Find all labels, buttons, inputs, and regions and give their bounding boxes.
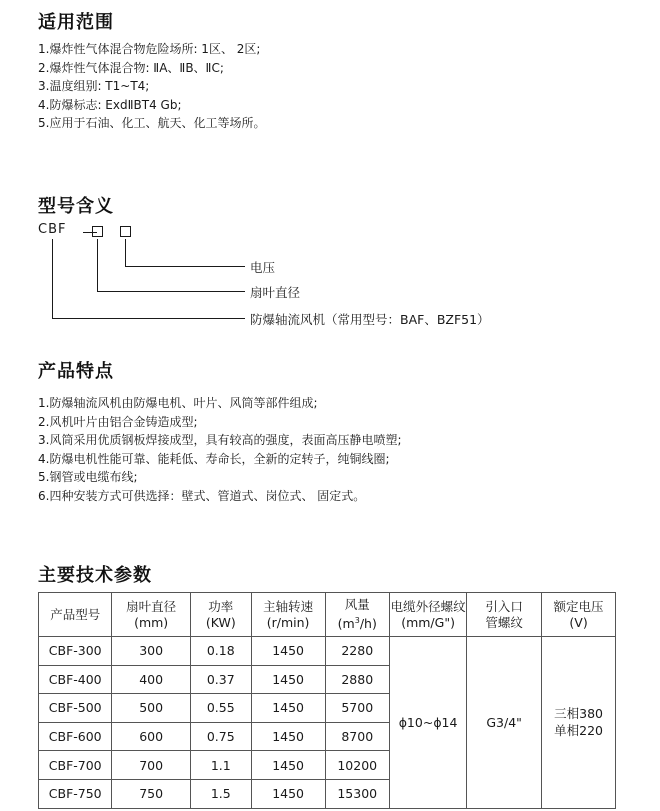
cell-model: CBF-700: [39, 751, 112, 780]
list-item: 3.温度组别: T1~T4;: [38, 79, 150, 93]
table-header-row: [39, 593, 616, 637]
voltage-leader-horizontal: [125, 266, 245, 267]
cell-model: CBF-500: [39, 694, 112, 723]
specs-table: [38, 592, 616, 809]
cell-power: 0.55: [190, 694, 251, 723]
list-item: 1.防爆轴流风机由防爆电机、叶片、风筒等部件组成;: [38, 396, 318, 410]
cell-airflow: 2880: [325, 665, 390, 694]
diameter-placeholder-box: [92, 226, 103, 237]
cell-model: CBF-750: [39, 779, 112, 808]
cell-airflow: 8700: [325, 722, 390, 751]
list-item: 2.爆炸性气体混合物: ⅡA、ⅡB、ⅡC;: [38, 60, 224, 75]
voltage-placeholder-box: [120, 226, 131, 237]
cell-speed: 1450: [251, 751, 325, 780]
cell-speed: 1450: [251, 779, 325, 808]
type-leader-vertical: [52, 239, 53, 318]
cell-diameter: 400: [112, 665, 190, 694]
cell-speed: 1450: [251, 637, 325, 666]
cell-airflow: 2280: [325, 637, 390, 666]
cell-power: 0.18: [190, 637, 251, 666]
cell-inlet-thread: G3/4": [467, 637, 542, 809]
features-heading: 产品特点: [38, 361, 114, 382]
header-rated-voltage: 额定电压 (V): [542, 593, 616, 637]
model-code-prefix: CBF: [38, 222, 67, 237]
list-item: 2.风机叶片由铝合金铸造成型;: [38, 414, 198, 429]
list-item: 5.应用于石油、化工、航天、化工等场所。: [38, 116, 266, 130]
header-cable-thread: 电缆外径螺纹 (mm/G"): [390, 593, 467, 637]
scope-list: [38, 40, 265, 133]
diameter-leader-horizontal: [97, 291, 245, 292]
list-item: 3.风筒采用优质钢板焊接成型，具有较高的强度，表面高压静电喷塑;: [38, 433, 402, 447]
cell-speed: 1450: [251, 722, 325, 751]
cell-diameter: 700: [112, 751, 190, 780]
list-item: 6.四种安装方式可供选择：壁式、管道式、岗位式、 固定式。: [38, 488, 366, 503]
cell-diameter: 600: [112, 722, 190, 751]
scope-heading: 适用范围: [38, 12, 114, 33]
list-item: 4.防爆标志: ExdⅡBT4 Gb;: [38, 97, 182, 112]
cell-model: CBF-600: [39, 722, 112, 751]
cell-speed: 1450: [251, 694, 325, 723]
model-code-diagram: [38, 222, 598, 332]
list-item: 1.爆炸性气体混合物危险场所: 1区、 2区;: [38, 42, 261, 56]
table-row: [39, 637, 616, 666]
header-model: 产品型号: [39, 593, 112, 637]
diameter-leader-vertical: [97, 239, 98, 291]
cell-power: 0.37: [190, 665, 251, 694]
cell-rated-voltage: 三相380 单相220: [542, 637, 616, 809]
cell-diameter: 500: [112, 694, 190, 723]
header-airflow: 风量 $(m^3/h)$: [325, 593, 390, 637]
cell-diameter: 750: [112, 779, 190, 808]
cell-speed: 1450: [251, 665, 325, 694]
voltage-label: 电压: [250, 260, 276, 275]
header-diameter: 扇叶直径 (mm): [112, 593, 190, 637]
header-power: 功率 (KW): [190, 593, 251, 637]
cell-cable-thread: ϕ10~ϕ14: [390, 637, 467, 809]
cell-airflow: 15300: [325, 779, 390, 808]
voltage-leader-vertical: [125, 239, 126, 266]
model-heading: 型号含义: [38, 196, 114, 217]
fan-type-label: 防爆轴流风机（常用型号：BAF、BZF51）: [250, 312, 490, 327]
cell-power: 1.1: [190, 751, 251, 780]
header-inlet-thread: 引入口 管螺纹: [467, 593, 542, 637]
list-item: 5.钢管或电缆布线;: [38, 470, 138, 484]
features-list: [38, 394, 402, 505]
diameter-label: 扇叶直径: [250, 285, 301, 300]
specs-heading: 主要技术参数: [38, 565, 152, 586]
header-speed: 主轴转速 (r/min): [251, 593, 325, 637]
cell-airflow: 5700: [325, 694, 390, 723]
cell-power: 0.75: [190, 722, 251, 751]
cell-diameter: 300: [112, 637, 190, 666]
cell-airflow: 10200: [325, 751, 390, 780]
cell-model: CBF-300: [39, 637, 112, 666]
cell-power: 1.5: [190, 779, 251, 808]
type-leader-horizontal: [52, 318, 245, 319]
cell-model: CBF-400: [39, 665, 112, 694]
list-item: 4.防爆电机性能可靠、能耗低、寿命长，全新的定转子，纯铜线圈;: [38, 451, 390, 466]
